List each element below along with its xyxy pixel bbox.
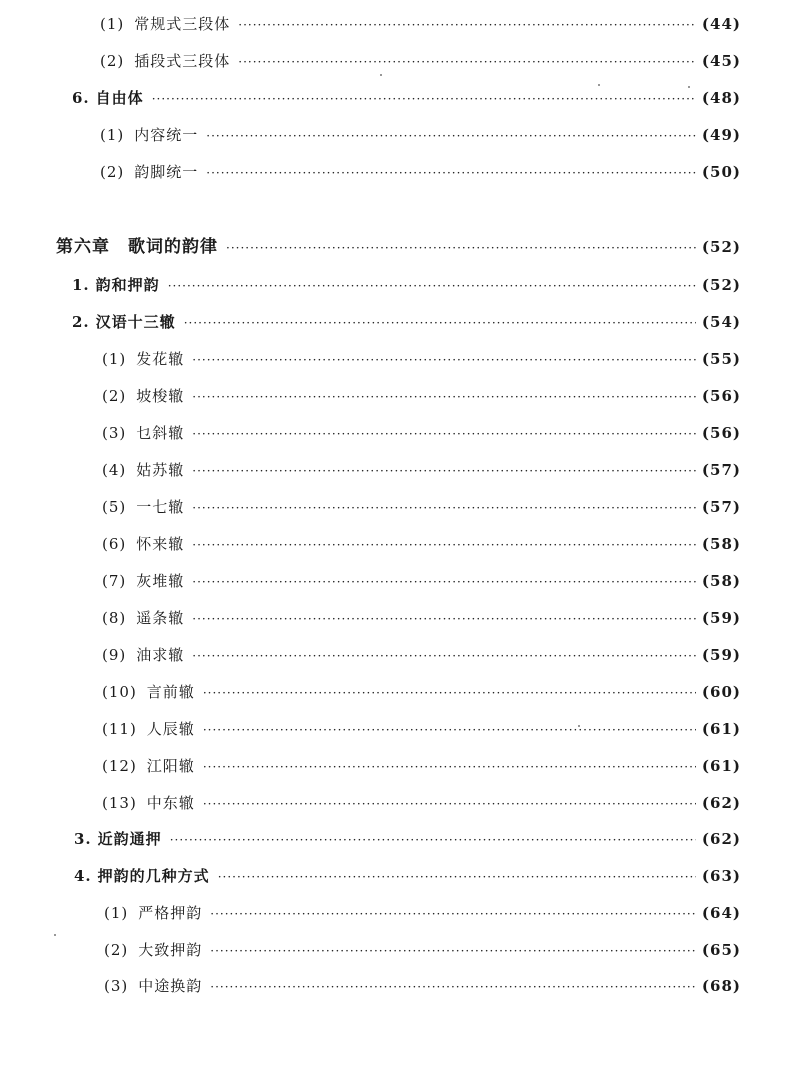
toc-entry-title: 人辰辙 (146, 720, 195, 738)
toc-entry-section (72, 88, 741, 109)
toc-entry-number: (2) (102, 387, 127, 405)
toc-entry-label (100, 14, 230, 34)
toc-page-number: (60) (701, 683, 741, 701)
toc-entry-number: (2) (100, 52, 125, 70)
toc-entry-number: (2) (100, 163, 125, 181)
toc-page-number: (58) (701, 572, 741, 590)
toc-entry-label (102, 423, 184, 443)
toc-entry-subsection (100, 162, 741, 183)
toc-entry-subsection (104, 903, 741, 924)
toc-entry-title: 坡梭辙 (136, 387, 185, 405)
toc-leader-dots (192, 535, 696, 555)
toc-entry-subsection (102, 793, 741, 814)
toc-entry-subsection (104, 976, 741, 997)
toc-page-number: (57) (701, 461, 741, 479)
toc-entry-section (74, 829, 741, 850)
toc-page-number: (63) (701, 867, 741, 885)
toc-entry-number: 2. (72, 313, 90, 331)
toc-entry-number: (11) (102, 720, 137, 738)
toc-entry-subsection (102, 497, 741, 518)
toc-entry-number: 3. (74, 830, 92, 848)
toc-page-number: (62) (701, 794, 741, 812)
toc-leader-dots (226, 238, 696, 258)
toc-entry-subsection (102, 645, 741, 666)
toc-entry-label (102, 571, 184, 591)
toc-entry-label (56, 237, 218, 257)
toc-entry-subsection (102, 571, 741, 592)
toc-entry-subsection (102, 349, 741, 370)
toc-leader-dots (184, 313, 696, 333)
toc-entry-number: 4. (74, 867, 92, 885)
toc-entry-label (102, 534, 184, 554)
toc-entry-subsection (102, 423, 741, 444)
toc-page-number: (52) (701, 276, 741, 294)
toc-entry-title: 汉语十三辙 (95, 313, 176, 331)
toc-leader-dots (210, 977, 696, 997)
toc-page-number: (61) (701, 757, 741, 775)
toc-entry-label (102, 608, 184, 628)
toc-entry-label (74, 829, 162, 849)
toc-page-number: (65) (701, 941, 741, 959)
toc-leader-dots (238, 52, 696, 72)
toc-entry-title: 一七辙 (136, 498, 185, 516)
toc-entry-title: 中东辙 (146, 794, 195, 812)
toc-entry-number: 6. (72, 89, 90, 107)
toc-entry-label (104, 903, 202, 923)
toc-entry-title: 韵和押韵 (95, 276, 160, 294)
toc-page-number: (45) (701, 52, 741, 70)
toc-leader-dots (210, 904, 696, 924)
toc-leader-dots (192, 461, 696, 481)
toc-entry-title: 言前辙 (146, 683, 195, 701)
toc-page-number: (48) (701, 89, 741, 107)
toc-leader-dots (192, 387, 696, 407)
toc-entry-title: 歌词的韵律 (128, 237, 218, 257)
toc-entry-number: (10) (102, 683, 137, 701)
toc-leader-dots (203, 720, 696, 740)
toc-entry-number: (13) (102, 794, 137, 812)
toc-page-number: (50) (701, 163, 741, 181)
toc-entry-title: 内容统一 (134, 126, 199, 144)
toc-entry-subsection (100, 14, 741, 35)
toc-entry-label (100, 125, 198, 145)
scan-speck (598, 84, 600, 86)
toc-leader-dots (203, 683, 696, 703)
toc-entry-label (102, 682, 195, 702)
toc-entry-label (104, 976, 202, 996)
toc-leader-dots (206, 163, 696, 183)
toc-leader-dots (192, 350, 696, 370)
toc-entry-label (72, 312, 176, 332)
toc-entry-label (72, 88, 144, 108)
toc-entry-title: 江阳辙 (146, 757, 195, 775)
toc-entry-label (102, 793, 195, 813)
toc-entry-label (72, 275, 160, 295)
toc-entry-label (102, 756, 195, 776)
toc-entry-subsection (100, 51, 741, 72)
toc-entry-chapter (56, 237, 741, 258)
toc-leader-dots (238, 15, 696, 35)
toc-entry-title: 插段式三段体 (134, 52, 231, 70)
toc-entry-section (74, 866, 741, 887)
toc-entry-number: (2) (104, 941, 129, 959)
toc-leader-dots (203, 757, 696, 777)
toc-entry-number: (1) (104, 904, 129, 922)
toc-entry-number: (9) (102, 646, 127, 664)
toc-page-number: (56) (701, 387, 741, 405)
toc-entry-section (72, 275, 741, 296)
toc-entry-title: 灰堆辙 (136, 572, 185, 590)
toc-leader-dots (152, 89, 696, 109)
toc-entry-number: (6) (102, 535, 127, 553)
toc-leader-dots (192, 646, 696, 666)
toc-page-number: (59) (701, 609, 741, 627)
toc-entry-number: (3) (104, 977, 129, 995)
toc-entry-label (74, 866, 210, 886)
toc-leader-dots (192, 609, 696, 629)
toc-page-number: (68) (701, 977, 741, 995)
toc-page-number: (57) (701, 498, 741, 516)
toc-entry-number: (5) (102, 498, 127, 516)
scan-speck (578, 725, 580, 727)
toc-page-number: (56) (701, 424, 741, 442)
toc-entry-number: (12) (102, 757, 137, 775)
toc-page-number: (55) (701, 350, 741, 368)
toc-entry-title: 乜斜辙 (136, 424, 185, 442)
toc-entry-label (104, 940, 202, 960)
toc-entry-title: 常规式三段体 (134, 15, 231, 33)
toc-entry-title: 中途换韵 (138, 977, 203, 995)
toc-entry-number: (1) (100, 126, 125, 144)
toc-entry-number: (7) (102, 572, 127, 590)
toc-entry-title: 自由体 (95, 89, 144, 107)
toc-page-number: (54) (701, 313, 741, 331)
toc-page-number: (52) (701, 238, 741, 256)
toc-entry-title: 韵脚统一 (134, 163, 199, 181)
toc-page-number: (64) (701, 904, 741, 922)
toc-entry-label (102, 645, 184, 665)
toc-entry-number: (1) (102, 350, 127, 368)
toc-entry-subsection (100, 125, 741, 146)
toc-page-number: (62) (701, 830, 741, 848)
scan-speck (54, 934, 56, 936)
toc-entry-title: 怀来辙 (136, 535, 185, 553)
toc-page-number: (59) (701, 646, 741, 664)
toc-leader-dots (192, 498, 696, 518)
toc-entry-number: (4) (102, 461, 127, 479)
toc-leader-dots (192, 572, 696, 592)
toc-entry-title: 严格押韵 (138, 904, 203, 922)
toc-leader-dots (210, 941, 696, 961)
toc-entry-number: (3) (102, 424, 127, 442)
toc-entry-section (72, 312, 741, 333)
toc-entry-label (100, 162, 198, 182)
toc-entry-label (102, 719, 195, 739)
toc-entry-title: 发花辙 (136, 350, 185, 368)
toc-entry-subsection (102, 756, 741, 777)
toc-leader-dots (206, 126, 696, 146)
toc-page-number: (58) (701, 535, 741, 553)
toc-leader-dots (168, 276, 696, 296)
toc-entry-number: 第六章 (56, 237, 110, 257)
toc-leader-dots (192, 424, 696, 444)
toc-page-number: (49) (701, 126, 741, 144)
toc-entry-number: (1) (100, 15, 125, 33)
toc-entry-subsection (102, 460, 741, 481)
toc-entry-title: 遥条辙 (136, 609, 185, 627)
toc-page-number: (44) (701, 15, 741, 33)
toc-entry-label (102, 349, 184, 369)
toc-entry-number: 1. (72, 276, 90, 294)
toc-leader-dots (203, 794, 696, 814)
toc-leader-dots (170, 830, 696, 850)
toc-entry-label (102, 386, 184, 406)
toc-entry-subsection (102, 719, 741, 740)
toc-entry-label (100, 51, 230, 71)
toc-entry-label (102, 460, 184, 480)
toc-entry-title: 近韵通押 (97, 830, 162, 848)
toc-entry-subsection (102, 386, 741, 407)
toc-leader-dots (218, 867, 696, 887)
toc-entry-title: 姑苏辙 (136, 461, 185, 479)
scan-speck (380, 74, 382, 76)
toc-page-number: (61) (701, 720, 741, 738)
toc-entry-title: 押韵的几种方式 (97, 867, 210, 885)
toc-entry-subsection (102, 608, 741, 629)
toc-entry-title: 油求辙 (136, 646, 185, 664)
toc-entry-subsection (102, 534, 741, 555)
toc-entry-subsection (104, 940, 741, 961)
toc-entry-number: (8) (102, 609, 127, 627)
scan-speck (688, 86, 690, 88)
toc-entry-subsection (102, 682, 741, 703)
toc-entry-label (102, 497, 184, 517)
toc-entry-title: 大致押韵 (138, 941, 203, 959)
